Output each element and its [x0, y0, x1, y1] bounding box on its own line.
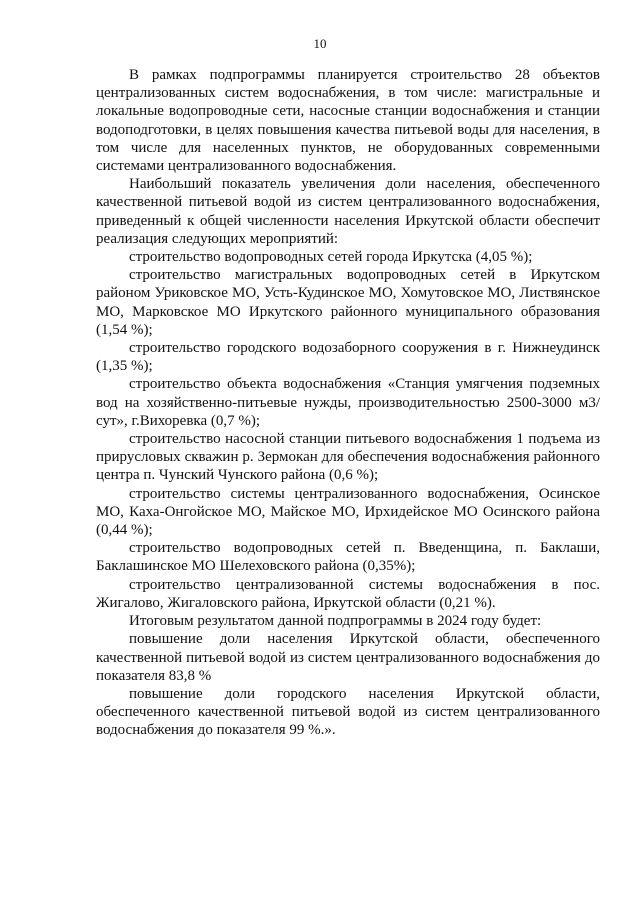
- list-item-zhigalovo: строительство централизованной системы водоснабжения в пос. Жигалово, Жигаловского района, Иркутской области (0,21 %).: [96, 576, 600, 611]
- result-item-urban: повышение доли городского населения Иркутской области, обеспеченного качественной питьевой водой из систем централизованного водоснабжения до показателя 99 %.».: [96, 685, 600, 739]
- paragraph-result: Итоговым результатом данной подпрограммы в 2024 году будет:: [129, 613, 542, 630]
- paragraph-intro: В рамках подпрограммы планируется строительство 28 объектов централизованных систем водоснабжения, в том числе: магистральные и локальные водопроводные сети, насосные станции водоснабжения и станции водоподготовки, в целях повышения качества питьевой воды для населения, в том числе для населенных пунктов, не оборудованных современными системами централизованного водоснабжения.: [96, 67, 600, 175]
- list-item-vikhorevka: строительство объекта водоснабжения «Станция умягчения подземных вод на хозяйственно-питьевые нужды, производительностью 2500-3000 м3/сут», г.Вихоревка (0,7 %);: [96, 376, 600, 429]
- list-item-baklashi: строительство водопроводных сетей п. Введенщина, п. Баклаши, Баклашинское МО Шелеховского района (0,35%);: [96, 540, 600, 575]
- list-item-irkutsk-district: строительство магистральных водопроводных сетей в Иркутском районом Уриковское МО, Усть-Кудинское МО, Хомутовское МО, Листвянское МО, Марковское МО Иркутского районного муниципального образования (1,54 %);: [96, 267, 600, 338]
- document-body: [96, 66, 600, 740]
- page-number: 10: [313, 36, 327, 51]
- list-item-chunsky: строительство насосной станции питьевого водоснабжения 1 подъема из прирусловых скважин р. Зермокан для обеспечения водоснабжения районного центра п. Чунский Чунского района (0,6 %);: [96, 431, 600, 484]
- list-item-osinsky: строительство системы централизованного водоснабжения, Осинское МО, Каха-Онгойское МО, Майское МО, Ирхидейское МО Осинского района (0,44 %);: [96, 485, 600, 539]
- list-item-nizhneudinsk: строительство городского водозаборного сооружения в г. Нижнеудинск (1,35 %);: [96, 340, 600, 375]
- paragraph-indicator: Наибольший показатель увеличения доли населения, обеспеченного качественной питьевой водой из систем централизованного водоснабжения, приведенный к общей численности населения Иркутской области обеспечит реализация следующих мероприятий:: [96, 176, 600, 247]
- result-item-region: повышение доли населения Иркутской области, обеспеченного качественной питьевой водой из систем централизованного водоснабжения до показателя 83,8 %: [96, 631, 600, 684]
- list-item-irkutsk: строительство водопроводных сетей города Иркутска (4,05 %);: [129, 249, 533, 266]
